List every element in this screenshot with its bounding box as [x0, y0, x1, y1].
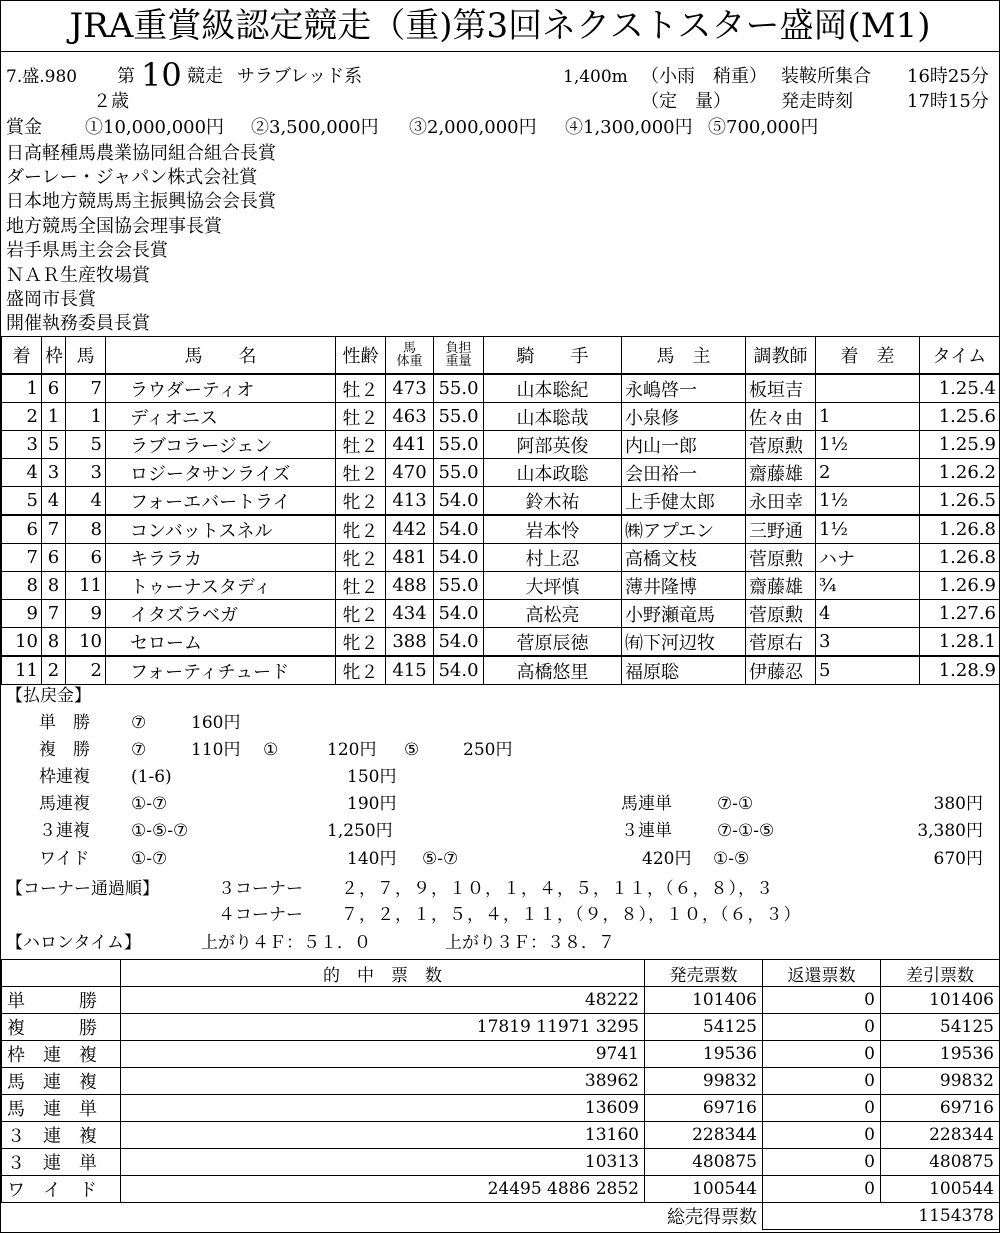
payout-fukusho-combo: ⑦: [131, 740, 147, 760]
refund-votes: 0: [763, 1149, 881, 1176]
bet-type: 馬 連 複: [2, 1068, 121, 1095]
result-row: [2, 600, 1000, 628]
burden: 54.0: [434, 487, 484, 516]
payout-umaren-fuku-label: 馬連複: [39, 794, 90, 814]
jockey: 山本政聡: [484, 459, 622, 487]
horse-name: トゥーナスタディ: [106, 572, 336, 600]
refund-votes: 0: [763, 1068, 881, 1095]
header-margin: 着 差: [816, 337, 920, 375]
finish-time: 1.25.6: [920, 403, 1000, 431]
payout-fukusho-amount: 110円: [191, 740, 241, 760]
race-prefix: 第: [117, 66, 135, 87]
payout-sanren-tan-label: ３連単: [621, 821, 672, 841]
burden: 54.0: [434, 628, 484, 657]
corner-4-label: ４コーナー: [218, 905, 303, 925]
payout-umaren-fuku-combo: ①-⑦: [131, 794, 168, 814]
jockey: 村上忍: [484, 544, 622, 572]
race-suffix: 競走: [187, 66, 223, 87]
horse-name: セローム: [106, 628, 336, 657]
winning-votes: 13609: [121, 1095, 645, 1122]
payout-wide-combo: ①-⑦: [131, 849, 168, 869]
header-sex-age: 性齢: [336, 337, 386, 375]
margin: ハナ: [816, 544, 920, 572]
place: 11: [2, 656, 42, 685]
jockey: 鈴木祐: [484, 487, 622, 516]
jockey: 山本聡哉: [484, 403, 622, 431]
finish-time: 1.25.4: [920, 374, 1000, 403]
jockey: 山本聡紀: [484, 374, 622, 403]
prize-1: ①10,000,000円: [85, 117, 225, 138]
bet-type: ３ 連 複: [2, 1122, 121, 1149]
payout-fukusho-combo: ①: [263, 740, 279, 760]
horse-number: 9: [66, 600, 106, 628]
header-winning-votes: 的 中 票 数: [121, 960, 645, 987]
frame: 7: [42, 600, 66, 628]
distance: 1,400m: [563, 67, 628, 87]
net-votes: 19536: [881, 1041, 1000, 1068]
sex-age: 牝２: [336, 487, 386, 516]
margin: ¾: [816, 572, 920, 600]
winning-votes: 38962: [121, 1068, 645, 1095]
sex-age: 牡２: [336, 374, 386, 403]
trainer: 菅原勲: [746, 544, 816, 572]
award-item: 盛岡市長賞: [6, 289, 96, 310]
frame: 8: [42, 572, 66, 600]
page-title: JRA重賞級認定競走（重)第3回ネクストスター盛岡(M1): [69, 6, 931, 46]
payout-wide-label: ワイド: [39, 849, 90, 869]
place: 6: [2, 515, 42, 544]
weather-track: （小雨 稍重）: [641, 66, 767, 87]
finish-time: 1.28.9: [920, 656, 1000, 685]
bet-type: ワ イ ド: [2, 1176, 121, 1203]
header-frame: 枠: [42, 337, 66, 375]
trainer: 三野通: [746, 515, 816, 544]
place: 4: [2, 459, 42, 487]
horse-number: 8: [66, 515, 106, 544]
result-row: [2, 374, 1000, 403]
sold-votes: 69716: [645, 1095, 763, 1122]
header-body-weight: [386, 337, 434, 375]
payout-tansho-amount: 160円: [191, 713, 241, 733]
award-item: ダーレー・ジャパン株式会社賞: [6, 167, 258, 188]
owner: 内山一郎: [622, 431, 746, 459]
owner: 永嶋啓一: [622, 374, 746, 403]
award-item: 地方競馬全国協会理事長賞: [6, 216, 222, 237]
bet-type: 複 勝: [2, 1014, 121, 1041]
result-row: [2, 459, 1000, 487]
horse-name: フォーティチュード: [106, 656, 336, 685]
body-weight: 415: [386, 656, 434, 685]
payout-wide-combo: ①-⑤: [713, 849, 750, 869]
place: 8: [2, 572, 42, 600]
refund-votes: 0: [763, 1122, 881, 1149]
body-weight: 434: [386, 600, 434, 628]
corner-heading: 【コーナー通過順】: [6, 879, 159, 899]
horse-name: ロジータサンライズ: [106, 459, 336, 487]
sold-votes: 480875: [645, 1149, 763, 1176]
trainer: 菅原右: [746, 628, 816, 657]
header-horse-name: 馬 名: [106, 337, 336, 375]
weight-rule: （定 量）: [641, 91, 731, 112]
horse-number: 1: [66, 403, 106, 431]
last-4f: 上がり４Ｆ：５１．０: [201, 933, 371, 953]
result-row: [2, 515, 1000, 544]
burden: 55.0: [434, 431, 484, 459]
result-row: [2, 403, 1000, 431]
trainer: 齋藤雄: [746, 572, 816, 600]
winning-votes: 9741: [121, 1041, 645, 1068]
payout-tansho-combo: ⑦: [131, 713, 147, 733]
refund-votes: 0: [763, 1041, 881, 1068]
frame: 8: [42, 628, 66, 657]
payout-sanren-fuku-combo: ①-⑤-⑦: [131, 821, 189, 841]
header-burden-line2: 重量: [445, 354, 472, 369]
horse-number: 4: [66, 487, 106, 516]
owner: 高橋文枝: [622, 544, 746, 572]
votes-row: [2, 1176, 1000, 1203]
burden: 54.0: [434, 515, 484, 544]
body-weight: 463: [386, 403, 434, 431]
sex-age: 牡２: [336, 459, 386, 487]
margin: 3: [816, 628, 920, 657]
header-sold-votes: 発売票数: [645, 960, 763, 987]
payout-tansho-label: 単 勝: [39, 713, 90, 733]
margin: 4: [816, 600, 920, 628]
votes-row: [2, 1068, 1000, 1095]
frame: 5: [42, 431, 66, 459]
horse-name: イタズラベガ: [106, 600, 336, 628]
sold-votes: 99832: [645, 1068, 763, 1095]
award-item: ＮＡＲ生産牧場賞: [6, 265, 150, 286]
frame: 7: [42, 515, 66, 544]
result-row: [2, 572, 1000, 600]
sex-age: 牝２: [336, 544, 386, 572]
jockey: 高橋悠里: [484, 656, 622, 685]
horse-name: フォーエバートライ: [106, 487, 336, 516]
net-votes: 54125: [881, 1014, 1000, 1041]
result-row: [2, 544, 1000, 572]
frame: 3: [42, 459, 66, 487]
votes-row: [2, 1122, 1000, 1149]
bet-type: ３ 連 単: [2, 1149, 121, 1176]
total-label: 総売得票数: [2, 1203, 763, 1230]
finish-time: 1.25.9: [920, 431, 1000, 459]
bet-type: 馬 連 単: [2, 1095, 121, 1122]
place: 2: [2, 403, 42, 431]
prize-4: ④1,300,000円: [565, 117, 693, 138]
owner: ㈱アプエン: [622, 515, 746, 544]
header-jockey: 騎 手: [484, 337, 622, 375]
trainer: 永田幸: [746, 487, 816, 516]
jockey: 大坪慎: [484, 572, 622, 600]
sold-votes: 54125: [645, 1014, 763, 1041]
payout-sanren-fuku-amount: 1,250円: [327, 821, 393, 841]
place: 7: [2, 544, 42, 572]
horse-name: コンバットスネル: [106, 515, 336, 544]
place: 9: [2, 600, 42, 628]
post-time: 17時15分: [907, 91, 989, 112]
divider: [1, 51, 999, 52]
payout-umaren-tan-amount: 380円: [933, 794, 983, 814]
horse-number: 5: [66, 431, 106, 459]
sold-votes: 100544: [645, 1176, 763, 1203]
payout-sanren-tan-amount: 3,380円: [917, 821, 983, 841]
payout-sanren-tan-combo: ⑦-①-⑤: [717, 821, 775, 841]
horse-number: 10: [66, 628, 106, 657]
result-row: [2, 628, 1000, 657]
prize-5: ⑤700,000円: [708, 117, 819, 138]
horse-number: 2: [66, 656, 106, 685]
body-weight: 470: [386, 459, 434, 487]
corner-3-order: ２，７，９，１０，１，４，５，１１，（６，８），３: [341, 879, 774, 899]
header-time: タイム: [920, 337, 1000, 375]
age-condition: ２歳: [93, 91, 129, 112]
award-item: 日本地方競馬馬主振興協会会長賞: [6, 191, 276, 212]
header-burden-line1: 負担: [445, 341, 472, 356]
sex-age: 牝２: [336, 656, 386, 685]
body-weight: 473: [386, 374, 434, 403]
net-votes: 480875: [881, 1149, 1000, 1176]
sold-votes: 101406: [645, 987, 763, 1014]
owner: 福原聡: [622, 656, 746, 685]
votes-table: [1, 959, 1000, 1230]
votes-header-row: [2, 960, 1000, 987]
prize-2: ②3,500,000円: [251, 117, 379, 138]
horse-name: ラブコラージェン: [106, 431, 336, 459]
owner: 会田裕一: [622, 459, 746, 487]
header-owner: 馬 主: [622, 337, 746, 375]
refund-votes: 0: [763, 1095, 881, 1122]
trainer: 伊藤忍: [746, 656, 816, 685]
sex-age: 牝２: [336, 515, 386, 544]
refund-votes: 0: [763, 1176, 881, 1203]
place: 5: [2, 487, 42, 516]
payout-fukusho-amount: 250円: [463, 740, 513, 760]
place: 3: [2, 431, 42, 459]
votes-row: [2, 1095, 1000, 1122]
jockey: 高松亮: [484, 600, 622, 628]
refund-votes: 0: [763, 987, 881, 1014]
post-time-label: 発走時刻: [781, 91, 853, 112]
owner: 薄井隆博: [622, 572, 746, 600]
header-horse-number: 馬: [66, 337, 106, 375]
payout-wide-amount: 670円: [933, 849, 983, 869]
header-body-weight-line1: 馬: [402, 341, 416, 356]
last-3f: 上がり３Ｆ：３８．７: [445, 933, 615, 953]
votes-row: [2, 1149, 1000, 1176]
winning-votes: 48222: [121, 987, 645, 1014]
margin: 1½: [816, 487, 920, 516]
owner: 上手健太郎: [622, 487, 746, 516]
body-weight: 413: [386, 487, 434, 516]
sold-votes: 19536: [645, 1041, 763, 1068]
prize-label: 賞金: [6, 117, 42, 138]
payout-wakuren-combo: (1-6): [131, 767, 172, 787]
body-weight: 488: [386, 572, 434, 600]
margin: 1½: [816, 431, 920, 459]
net-votes: 99832: [881, 1068, 1000, 1095]
votes-row: [2, 987, 1000, 1014]
sex-age: 牡２: [336, 431, 386, 459]
body-weight: 441: [386, 431, 434, 459]
burden: 54.0: [434, 656, 484, 685]
result-row: [2, 656, 1000, 685]
race-number: 10: [141, 56, 182, 94]
owner: 小泉修: [622, 403, 746, 431]
header-net-votes: 差引票数: [881, 960, 1000, 987]
trainer: 菅原勲: [746, 600, 816, 628]
corner-4-order: ７，２，１，５，４，１１，（９，８），１０，（６，３）: [341, 905, 802, 925]
horse-name: ラウダーティオ: [106, 374, 336, 403]
margin: [816, 374, 920, 403]
place: 10: [2, 628, 42, 657]
payout-sanren-fuku-label: ３連複: [39, 821, 90, 841]
payout-wakuren-amount: 150円: [347, 767, 397, 787]
frame: 6: [42, 374, 66, 403]
body-weight: 442: [386, 515, 434, 544]
finish-time: 1.26.2: [920, 459, 1000, 487]
body-weight: 388: [386, 628, 434, 657]
winning-votes: 24495 4886 2852: [121, 1176, 645, 1203]
frame: 1: [42, 403, 66, 431]
meeting-code: 7.盛.980: [6, 67, 78, 87]
burden: 54.0: [434, 600, 484, 628]
payout-wide-amount: 420円: [642, 849, 692, 869]
frame: 2: [42, 656, 66, 685]
finish-time: 1.26.8: [920, 544, 1000, 572]
sex-age: 牡２: [336, 403, 386, 431]
payout-umaren-tan-combo: ⑦-①: [717, 794, 754, 814]
payout-wakuren-label: 枠連複: [39, 767, 90, 787]
payout-fukusho-label: 複 勝: [39, 740, 90, 760]
trainer: 佐々由: [746, 403, 816, 431]
corner-3-label: ３コーナー: [218, 879, 303, 899]
award-item: 岩手県馬主会会長賞: [6, 240, 168, 261]
finish-time: 1.28.1: [920, 628, 1000, 657]
award-item: 開催執務委員長賞: [6, 313, 150, 334]
owner: 小野瀬竜馬: [622, 600, 746, 628]
header-trainer: 調教師: [746, 337, 816, 375]
finish-time: 1.26.8: [920, 515, 1000, 544]
body-weight: 481: [386, 544, 434, 572]
burden: 55.0: [434, 459, 484, 487]
winning-votes: 17819 11971 3295: [121, 1014, 645, 1041]
burden: 55.0: [434, 374, 484, 403]
jockey: 菅原辰徳: [484, 628, 622, 657]
votes-header-blank: [2, 960, 121, 987]
trainer: 板垣吉: [746, 374, 816, 403]
header-burden-weight: [434, 337, 484, 375]
result-row: [2, 431, 1000, 459]
total-value: 1154378: [763, 1203, 1000, 1230]
frame: 6: [42, 544, 66, 572]
votes-row: [2, 1041, 1000, 1068]
net-votes: 100544: [881, 1176, 1000, 1203]
header-body-weight-line2: 体重: [396, 354, 423, 369]
sold-votes: 228344: [645, 1122, 763, 1149]
margin: 5: [816, 656, 920, 685]
sex-age: 牡２: [336, 572, 386, 600]
award-item: 日高軽種馬農業協同組合組合長賞: [6, 143, 276, 164]
breed: サラブレッド系: [237, 66, 363, 87]
votes-total-row: [2, 1203, 1000, 1230]
payout-heading: 【払戻金】: [6, 686, 91, 706]
sex-age: 牝２: [336, 600, 386, 628]
furlong-heading: 【ハロンタイム】: [6, 933, 141, 953]
horse-name: キララカ: [106, 544, 336, 572]
results-table: [1, 336, 1000, 685]
burden: 54.0: [434, 544, 484, 572]
net-votes: 101406: [881, 987, 1000, 1014]
refund-votes: 0: [763, 1014, 881, 1041]
net-votes: 228344: [881, 1122, 1000, 1149]
payout-umaren-fuku-amount: 190円: [347, 794, 397, 814]
horse-name: ディオニス: [106, 403, 336, 431]
bet-type: 枠 連 複: [2, 1041, 121, 1068]
frame: 4: [42, 487, 66, 516]
votes-row: [2, 1014, 1000, 1041]
payout-wide-amount: 140円: [347, 849, 397, 869]
finish-time: 1.27.6: [920, 600, 1000, 628]
horse-number: 3: [66, 459, 106, 487]
place: 1: [2, 374, 42, 403]
burden: 55.0: [434, 572, 484, 600]
winning-votes: 10313: [121, 1149, 645, 1176]
assembly-time: 16時25分: [907, 66, 989, 87]
jockey: 阿部英俊: [484, 431, 622, 459]
result-row: [2, 487, 1000, 516]
payout-wide-combo: ⑤-⑦: [422, 849, 459, 869]
header-refund-votes: 返還票数: [763, 960, 881, 987]
owner: ㈲下河辺牧: [622, 628, 746, 657]
payout-fukusho-amount: 120円: [327, 740, 377, 760]
assembly-label: 装鞍所集合: [781, 66, 871, 87]
jockey: 岩本怜: [484, 515, 622, 544]
winning-votes: 13160: [121, 1122, 645, 1149]
margin: 1: [816, 403, 920, 431]
margin: 2: [816, 459, 920, 487]
bet-type: 単 勝: [2, 987, 121, 1014]
net-votes: 69716: [881, 1095, 1000, 1122]
finish-time: 1.26.5: [920, 487, 1000, 516]
results-header-row: [2, 337, 1000, 375]
trainer: 齋藤雄: [746, 459, 816, 487]
trainer: 菅原勲: [746, 431, 816, 459]
burden: 55.0: [434, 403, 484, 431]
horse-number: 7: [66, 374, 106, 403]
payout-umaren-tan-label: 馬連単: [621, 794, 672, 814]
prize-3: ③2,000,000円: [409, 117, 537, 138]
finish-time: 1.26.9: [920, 572, 1000, 600]
horse-number: 6: [66, 544, 106, 572]
margin: 1½: [816, 515, 920, 544]
sex-age: 牝２: [336, 628, 386, 657]
horse-number: 11: [66, 572, 106, 600]
payout-fukusho-combo: ⑤: [404, 740, 420, 760]
header-place: 着: [2, 337, 42, 375]
